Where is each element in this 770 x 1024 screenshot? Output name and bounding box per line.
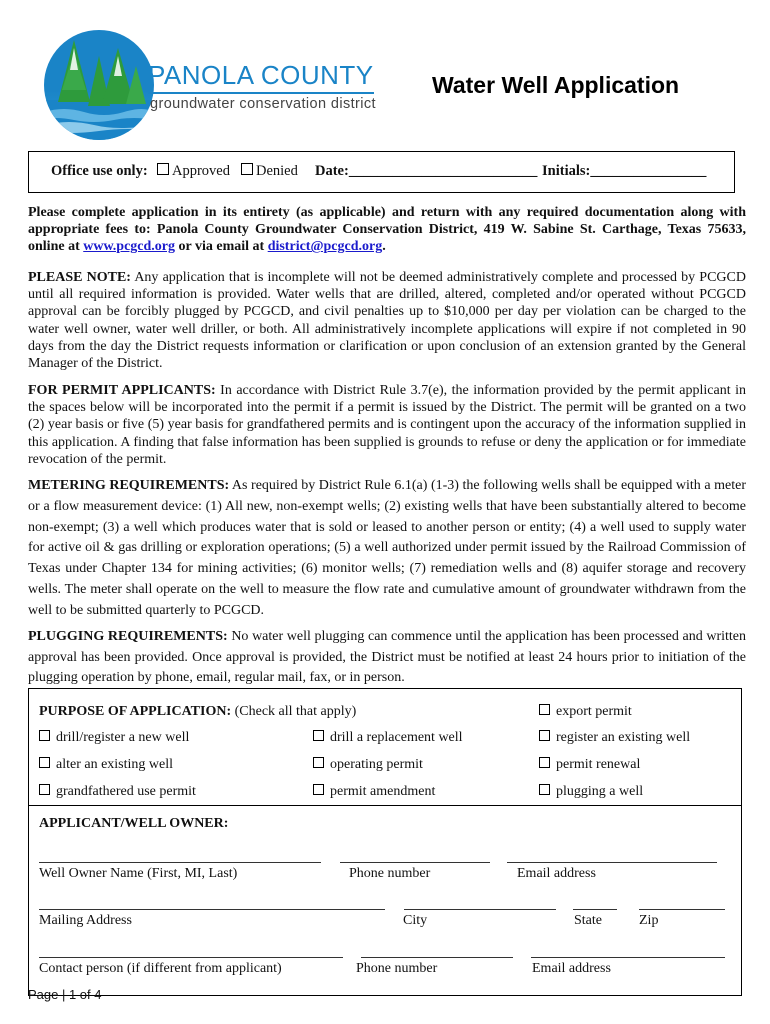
approved-label: Approved (172, 163, 230, 179)
city-label: City (403, 913, 428, 928)
contact-phone-input[interactable] (361, 957, 513, 958)
mailing-address-label: Mailing Address (39, 913, 132, 928)
purpose-hint: (Check all that apply) (231, 704, 357, 719)
zip-input[interactable] (639, 909, 725, 910)
contact-phone-label: Phone number (356, 961, 438, 976)
initials-field[interactable]: Initials:________________ (542, 163, 707, 179)
logo-emblem (44, 30, 154, 140)
checkbox[interactable] (313, 784, 324, 795)
applicant-heading: APPLICANT/WELL OWNER: (39, 816, 229, 831)
option-operating-permit[interactable] (313, 757, 423, 773)
logo-divider (148, 92, 374, 94)
approved-checkbox[interactable] (157, 163, 169, 175)
owner-name-label: Well Owner Name (First, MI, Last) (39, 866, 238, 881)
option-permit-renewal[interactable] (539, 757, 640, 773)
option-plugging-well[interactable] (539, 784, 643, 800)
option-export-permit[interactable] (539, 704, 632, 720)
state-input[interactable] (573, 909, 617, 910)
metering-paragraph (28, 476, 746, 622)
plugging-text: No water well plugging can commence until the application has been processed and written approval has been provided. Once approval is provided, the District must be notified at least 24 hours prior to initiation of the plugging operation by phone, email, regular mail, fax, or in person. (28, 629, 746, 685)
denied-checkbox[interactable] (241, 163, 253, 175)
website-link[interactable]: www.pcgcd.org (83, 239, 176, 255)
permit-text: In accordance with District Rule 3.7(e), the information provided by the permit applicant in the spaces below will be incorporated into the permit if a permit is issued by the District. The permit will be granted on a two (2) year basis or five (5) year basis for grandfathered permits and is contingent upon the accuracy of the information supplied in this application. A finding that false information has been supplied is grounds to refuse or deny the application or for immediate revocation of the permit. (28, 383, 746, 467)
option-label: operating permit (330, 757, 423, 772)
option-label: grandfathered use permit (56, 784, 196, 799)
document-title: Water Well Application (432, 72, 680, 98)
contact-email-input[interactable] (531, 957, 725, 958)
option-drill-replacement[interactable] (313, 730, 463, 746)
mailing-address-input[interactable] (39, 909, 385, 910)
checkbox[interactable] (539, 784, 550, 795)
checkbox[interactable] (539, 704, 550, 715)
date-field[interactable]: Date:__________________________ (315, 163, 538, 179)
option-grandfathered[interactable] (39, 784, 196, 800)
contact-person-input[interactable] (39, 957, 343, 958)
email-link[interactable]: district@pcgcd.org (267, 239, 383, 255)
checkbox[interactable] (39, 730, 50, 741)
applicant-well-owner-box (28, 806, 742, 996)
purpose-of-application-box (28, 688, 742, 806)
owner-name-input[interactable] (39, 862, 321, 863)
checkbox[interactable] (539, 757, 550, 768)
denied-label: Denied (256, 163, 298, 179)
permit-heading: FOR PERMIT APPLICANTS: (28, 383, 216, 398)
metering-text: As required by District Rule 6.1(a) (1-3) the following wells shall be equipped with a meter or a flow measurement device: (1) All new, non-exempt wells; (2) existing wells that have been substantially altered to become non-exempt; (3) a well which produces water that is sold or leased to another person or entity; (4) a well used to supply water for active oil & gas drilling or exploration operations; (5) a well authorized under permit issued by the Railroad Commission of Texas under Chapter 134 for mining activities; (6) monitor wells; (7) remediation wells and (8) aquifer storage and recovery wells. The meter shall operate on the well to measure the flow rate and cumulative amount of groundwater withdrawn from the well to be submitted quarterly to PCGCD. (28, 478, 746, 618)
page-number: Page | 1 of 4 (28, 987, 102, 1002)
please-note-text: Any application that is incomplete will not be deemed administratively complete and processed by PCGCD until all required information is provided. Water wells that are drilled, altered, completed and/or operated without PCGCD approval can be forcibly plugged by PCGCD, and civil penalties up to $10,000 per day per violation can be charged to the water well owner, water well driller, or both. All administratively incomplete applications will expire if not completed in 90 days from the day the District requests information or clarification or upon conclusion of an extension granted by the General Manager of the District. (28, 270, 746, 372)
option-label: drill/register a new well (56, 730, 190, 745)
owner-phone-input[interactable] (340, 862, 490, 863)
org-name: PANOLA COUNTY (148, 60, 374, 90)
option-label: alter an existing well (56, 757, 174, 772)
checkbox[interactable] (313, 757, 324, 768)
plugging-paragraph (28, 627, 746, 689)
contact-email-label: Email address (532, 961, 611, 976)
option-alter-existing[interactable] (39, 757, 173, 773)
purpose-heading: PURPOSE OF APPLICATION: (39, 704, 232, 719)
contact-person-label: Contact person (if different from applicant) (39, 961, 282, 976)
owner-email-input[interactable] (507, 862, 717, 863)
please-note-paragraph (28, 269, 746, 372)
option-label: register an existing well (556, 730, 691, 745)
owner-email-label: Email address (517, 866, 596, 881)
zip-label: Zip (639, 913, 659, 928)
plugging-heading: PLUGGING REQUIREMENTS: (28, 629, 228, 644)
option-label: permit amendment (330, 784, 436, 799)
checkbox[interactable] (313, 730, 324, 741)
org-subtitle: groundwater conservation district (150, 96, 376, 112)
owner-phone-label: Phone number (349, 866, 431, 881)
intro-paragraph (28, 204, 746, 256)
option-drill-new-well[interactable] (39, 730, 189, 746)
office-use-box (28, 151, 735, 193)
metering-heading: METERING REQUIREMENTS: (28, 478, 230, 493)
intro-middle: or via email at (175, 239, 268, 255)
please-note-heading: PLEASE NOTE: (28, 270, 131, 285)
option-label: drill a replacement well (330, 730, 463, 745)
intro-text: Please complete application in its entirety (as applicable) and return with any required documentation along with appropriate fees to: Panola County Groundwater Conservation District, 419 W. Sabine St. Carthage, Texas 75633, online at (28, 205, 746, 255)
option-label: export permit (556, 704, 632, 719)
option-register-existing[interactable] (539, 730, 690, 746)
district-logo (40, 30, 380, 140)
state-label: State (574, 913, 602, 928)
checkbox[interactable] (39, 757, 50, 768)
intro-end: . (382, 239, 386, 255)
checkbox[interactable] (39, 784, 50, 795)
city-input[interactable] (404, 909, 556, 910)
option-label: permit renewal (556, 757, 641, 772)
office-use-label: Office use only: (51, 163, 148, 179)
checkbox[interactable] (539, 730, 550, 741)
permit-applicants-paragraph (28, 382, 746, 468)
option-permit-amendment[interactable] (313, 784, 435, 800)
option-label: plugging a well (556, 784, 644, 799)
